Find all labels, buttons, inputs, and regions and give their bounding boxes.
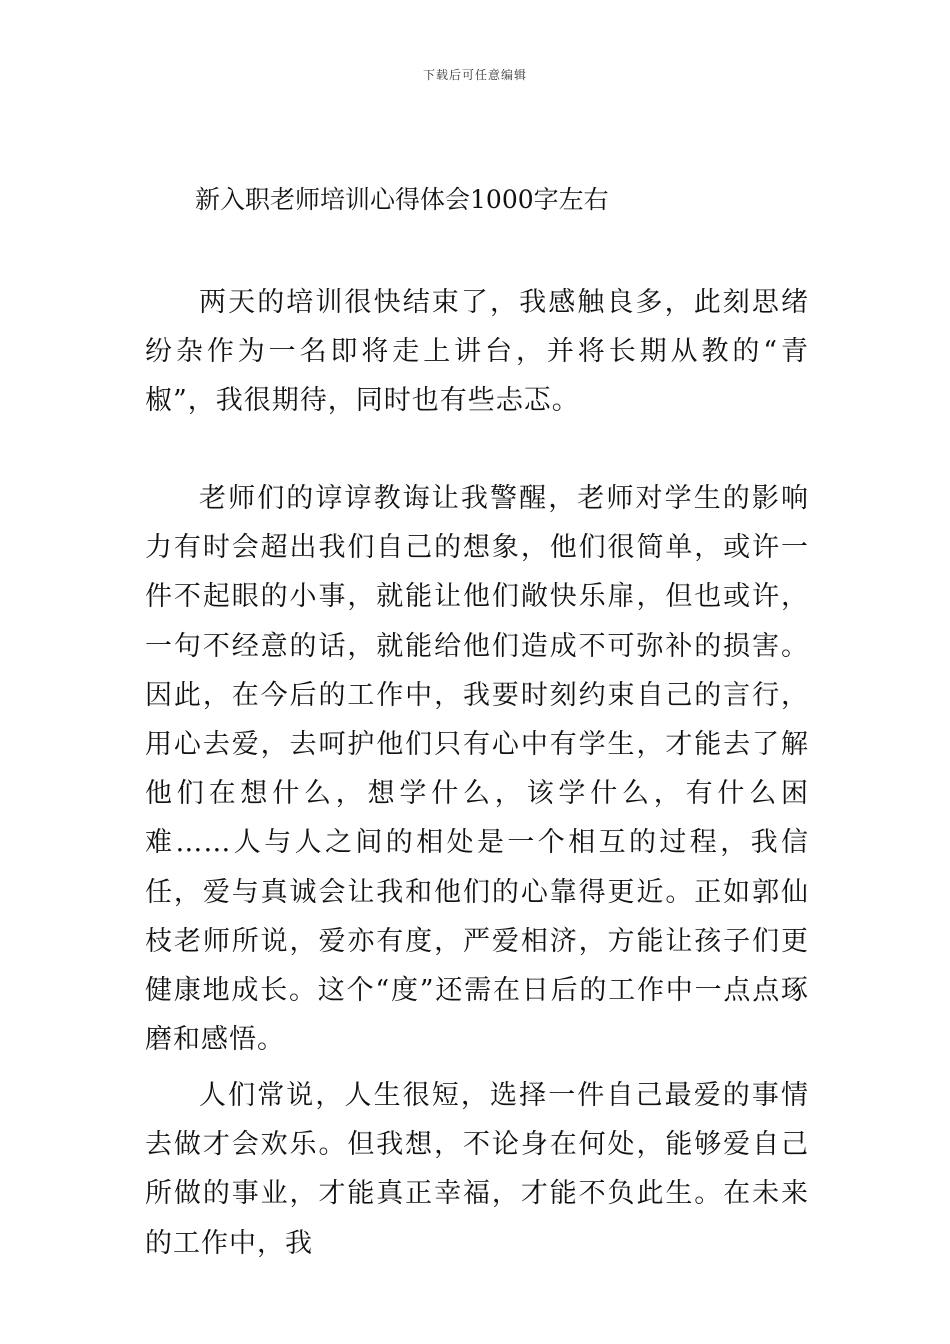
document-title: 新入职老师培训心得体会1000字左右 (195, 185, 609, 214)
page-header-note: 下载后可任意编辑 (422, 68, 527, 82)
paragraph-3: 人们常说，人生很短，选择一件自己最爱的事情去做才会欢乐。但我想，不论身在何处，能够爱自己所做的事业，才能真正幸福，才能不负此生。在未来的工作中，我 (145, 1080, 809, 1259)
paragraph-2: 老师们的谆谆教诲让我警醒，老师对学生的影响力有时会超出我们自己的想象，他们很简单，或许一件不起眼的小事，就能让他们敞快乐扉，但也或许，一句不经意的话，就能给他们造成不可弥补的损害。因此，在今后的工作中，我要时刻约束自己的言行，用心去爱，去呵护他们只有心中有学生，才能去了解他们在想什么，想学什么，该学什么，有什么困难……人与人之间的相处是一个相互的过程，我信任，爱与真诚会让我和他们的心靠得更近。正如郭仙枝老师所说，爱亦有度，严爱相济，方能让孩子们更健康地成长。这个“度”还需在日后的工作中一点点琢磨和感悟。 (145, 483, 809, 1056)
paragraph-1: 两天的培训很快结束了，我感触良多，此刻思绪纷杂作为一名即将走上讲台，并将长期从教的“青椒”，我很期待，同时也有些忐忑。 (145, 287, 809, 417)
